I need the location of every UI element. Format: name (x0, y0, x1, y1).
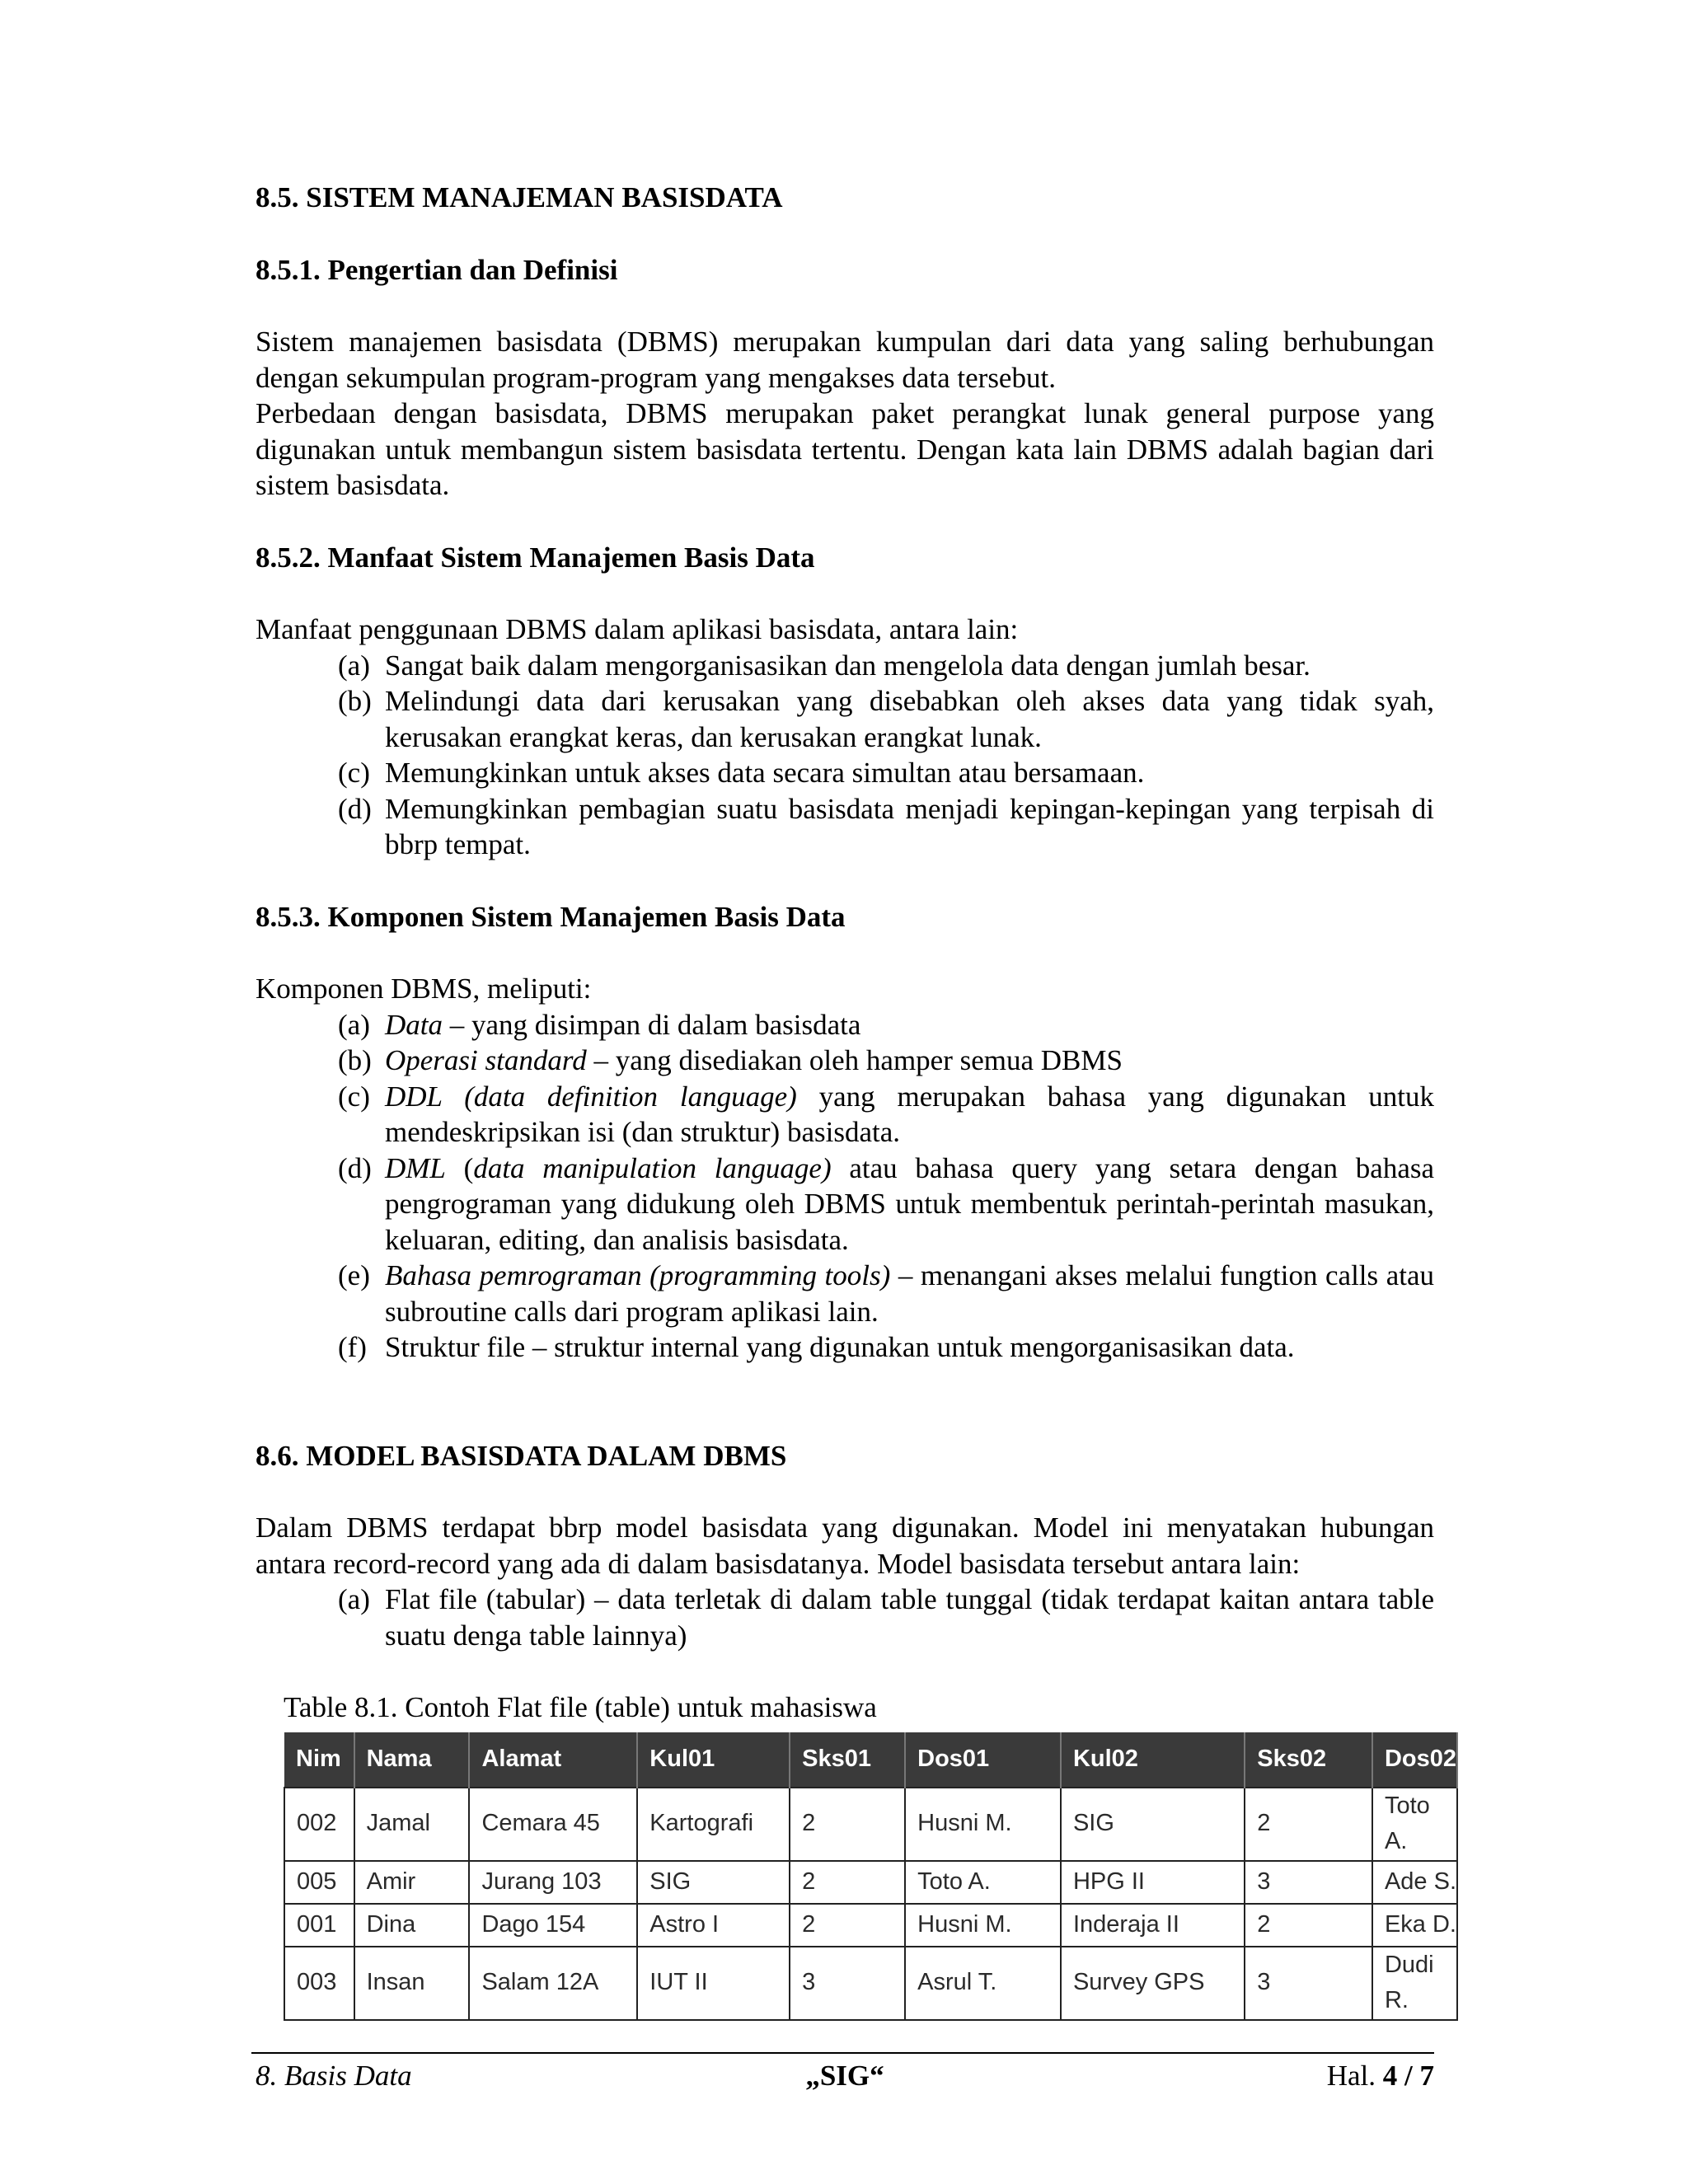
footer-title: „SIG“ (805, 2060, 884, 2092)
table-header-row (284, 1732, 1457, 1788)
list-item: (b) Melindungi data dari kerusakan yang disebabkan oleh akses data yang tidak syah, kerusakan erangkat keras, dan kerusakan erangkat lunak. (338, 685, 1434, 753)
table-cell: Amir (354, 1861, 470, 1904)
table-cell: 2 (790, 1861, 905, 1904)
list-item: (b) Operasi standard – yang disediakan oleh hamper semua DBMS (338, 1044, 1123, 1076)
table-cell: Dudi R. (1372, 1947, 1457, 2020)
table-cell: 001 (284, 1904, 354, 1947)
table-cell: Dago 154 (469, 1904, 637, 1947)
table-cell: HPG II (1061, 1861, 1245, 1904)
table-cell: Jamal (354, 1788, 470, 1861)
list-item: (a) Flat file (tabular) – data terletak di dalam table tunggal (tidak terdapat kaitan antara table suatu denga table lainnya) (338, 1583, 1434, 1652)
table-cell: Toto A. (1372, 1788, 1457, 1861)
document-page (256, 180, 1457, 2021)
table-cell: Jurang 103 (469, 1861, 637, 1904)
table-cell: Ade S. (1372, 1861, 1457, 1904)
table-cell: Inderaja II (1061, 1904, 1245, 1947)
column-header: Alamat (469, 1732, 637, 1788)
section-heading-8-5-3: 8.5.3. Komponen Sistem Manajemen Basis Data (256, 900, 846, 933)
table-cell: 2 (790, 1904, 905, 1947)
paragraph-components-intro: Komponen DBMS, meliputi: (256, 972, 592, 1005)
table-cell: SIG (1061, 1788, 1245, 1861)
list-item: (d) DML (data manipulation language) atau bahasa query yang setara dengan bahasa pengrograman yang didukung oleh DBMS untuk membentuk perintah-perintah masukan, keluaran, editing, dan analisis basisdata. (338, 1151, 1435, 1256)
table-cell: SIG (637, 1861, 790, 1904)
table-row (284, 1861, 1457, 1904)
section-heading-8-6: 8.6. MODEL BASISDATA DALAM DBMS (256, 1439, 787, 1472)
table-cell: Insan (354, 1947, 470, 2020)
table-cell: Eka D. (1372, 1904, 1457, 1947)
table-cell: 002 (284, 1788, 354, 1861)
table-cell: Astro I (637, 1904, 790, 1947)
table-cell: IUT II (637, 1947, 790, 2020)
column-header: Kul02 (1061, 1732, 1245, 1788)
table-caption: Table 8.1. Contoh Flat file (table) untuk mahasiswa (284, 1691, 877, 1723)
table-row (284, 1788, 1457, 1861)
column-header: Kul01 (637, 1732, 790, 1788)
section-heading-8-5: 8.5. SISTEM MANAJEMAN BASISDATA (256, 181, 783, 213)
table-cell: Survey GPS (1061, 1947, 1245, 2020)
table-cell: Kartografi (637, 1788, 790, 1861)
table-cell: Cemara 45 (469, 1788, 637, 1861)
list-item: (c) DDL (data definition language) yang merupakan bahasa yang digunakan untuk mendeskripsikan isi (dan struktur) basisdata. (338, 1080, 1434, 1148)
table-cell: 003 (284, 1947, 354, 2020)
footer-chapter: 8. Basis Data (256, 2060, 412, 2092)
list-item: (f) Struktur file – struktur internal yang digunakan untuk mengorganisasikan data. (338, 1331, 1295, 1363)
table-cell: 005 (284, 1861, 354, 1904)
table-cell: 3 (1245, 1861, 1372, 1904)
table-cell: Salam 12A (469, 1947, 637, 2020)
paragraph-definition: Sistem manajemen basisdata (DBMS) merupakan kumpulan dari data yang saling berhubungan dengan sekumpulan program-program yang mengakses data tersebut. (256, 326, 1434, 394)
table-row (284, 1904, 1457, 1947)
page-footer (256, 2058, 1434, 2094)
paragraph-benefits-intro: Manfaat penggunaan DBMS dalam aplikasi basisdata, antara lain: (256, 613, 1019, 645)
column-header: Dos01 (905, 1732, 1061, 1788)
column-header: Sks01 (790, 1732, 905, 1788)
flat-file-table (284, 1732, 1458, 2021)
section-heading-8-5-2: 8.5.2. Manfaat Sistem Manajemen Basis Data (256, 541, 815, 574)
footer-page-prefix: Hal. (1326, 2060, 1376, 2092)
footer-divider (251, 2052, 1434, 2054)
list-item: (c) Memungkinkan untuk akses data secara simultan atau bersamaan. (338, 757, 1145, 789)
table-cell: 3 (1245, 1947, 1372, 2020)
table-cell: Dina (354, 1904, 470, 1947)
components-list (256, 1007, 1434, 1366)
models-list (256, 1582, 1434, 1653)
list-item: (d) Memungkinkan pembagian suatu basisdata menjadi kepingan-kepingan yang terpisah di bbrp tempat. (338, 792, 1434, 860)
table-cell: Husni M. (905, 1904, 1061, 1947)
table-cell: Husni M. (905, 1788, 1061, 1861)
column-header: Dos02 (1372, 1732, 1457, 1788)
list-item: (a) Data – yang disimpan di dalam basisdata (338, 1008, 861, 1041)
section-heading-8-5-1: 8.5.1. Pengertian dan Definisi (256, 253, 618, 286)
footer-page-number (1327, 2058, 1434, 2094)
table-cell: 2 (790, 1788, 905, 1861)
benefits-list (256, 648, 1434, 863)
footer-page-value: 4 / 7 (1382, 2060, 1434, 2092)
list-item: (a) Sangat baik dalam mengorganisasikan dan mengelola data dengan jumlah besar. (338, 649, 1311, 682)
table-cell: 2 (1245, 1788, 1372, 1861)
column-header: Nama (354, 1732, 470, 1788)
list-item: (e) Bahasa pemrograman (programming tools) – menangani akses melalui fungtion calls atau subroutine calls dari program aplikasi lain. (338, 1259, 1434, 1328)
paragraph-models-intro: Dalam DBMS terdapat bbrp model basisdata yang digunakan. Model ini menyatakan hubungan antara record-record yang ada di dalam basisdatanya. Model basisdata tersebut antara lain: (256, 1511, 1434, 1580)
paragraph-difference: Perbedaan dengan basisdata, DBMS merupakan paket perangkat lunak general purpose yang digunakan untuk membangun sistem basisdata tertentu. Dengan kata lain DBMS adalah bagian dari sistem basisdata. (256, 397, 1434, 501)
table-cell: 2 (1245, 1904, 1372, 1947)
column-header: Nim (284, 1732, 354, 1788)
table-cell: Asrul T. (905, 1947, 1061, 2020)
table-cell: 3 (790, 1947, 905, 2020)
table-row (284, 1947, 1457, 2020)
column-header: Sks02 (1245, 1732, 1372, 1788)
table-cell: Toto A. (905, 1861, 1061, 1904)
